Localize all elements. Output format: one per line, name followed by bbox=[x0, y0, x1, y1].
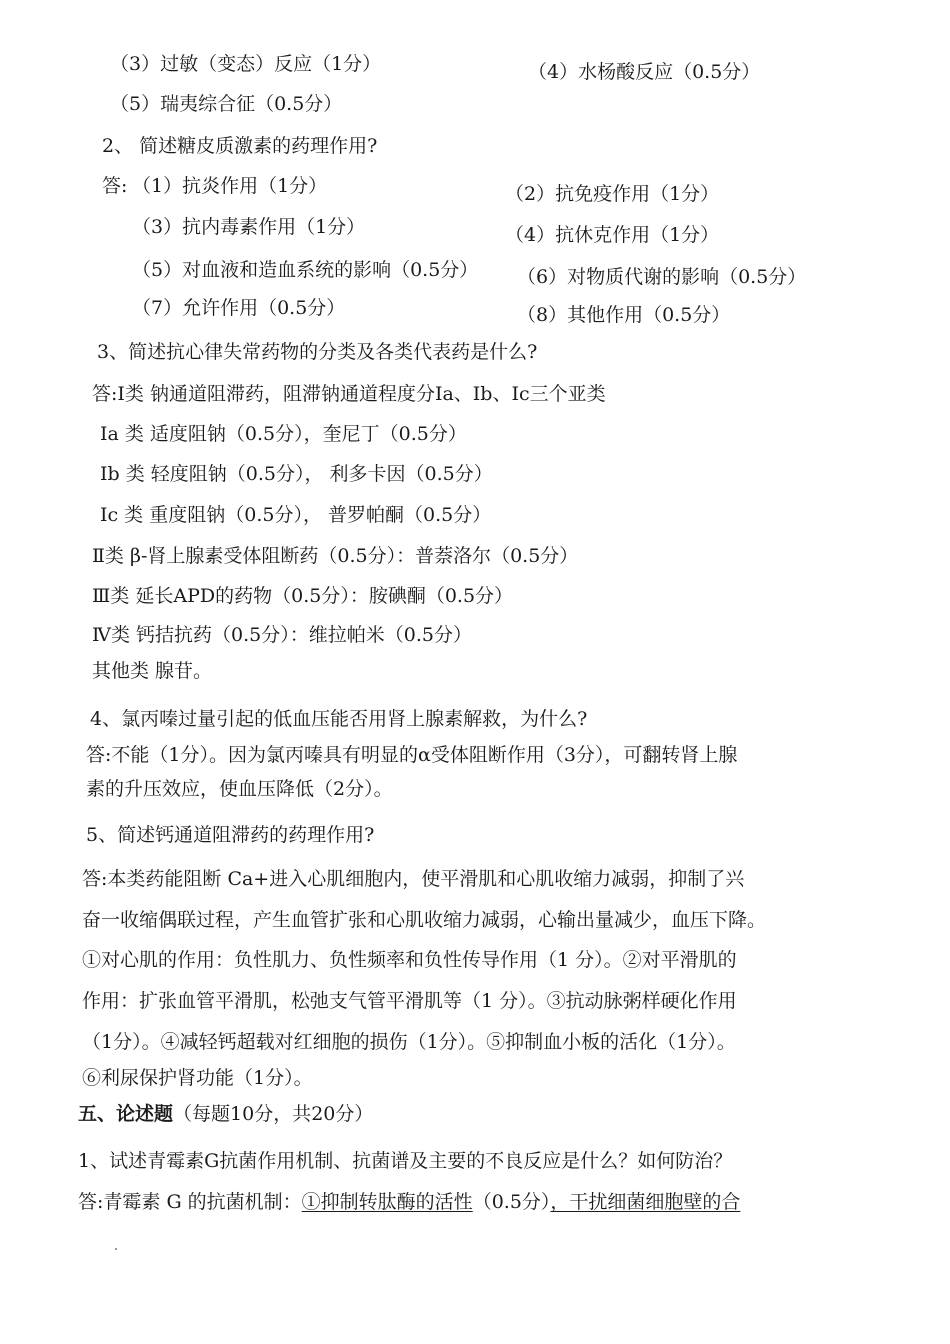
q3-line-7: Ⅳ类 钙拮抗药（0.5分）：维拉帕米（0.5分） bbox=[92, 624, 472, 646]
section-heading bbox=[78, 1102, 373, 1126]
q2-item-5: （5）对血液和造血系统的影响（0.5分） bbox=[132, 259, 479, 281]
q2-item-1: （1）抗炎作用（1分） bbox=[132, 175, 328, 197]
q3-line-4: Ⅰc 类 重度阻钠（0.5分）， 普罗帕酮（0.5分） bbox=[100, 504, 492, 526]
q2-item-8: （8）其他作用（0.5分） bbox=[517, 304, 731, 326]
q3-question: 3、简述抗心律失常药物的分类及各类代表药是什么? bbox=[97, 341, 538, 363]
q5-line-3: ①对心肌的作用：负性肌力、负性频率和负性传导作用（1 分）。②对平滑肌的 bbox=[82, 949, 737, 971]
q5-line-2: 奋一收缩偶联过程，产生血管扩张和心肌收缩力减弱，心输出量减少，血压下降。 bbox=[82, 909, 767, 931]
q2-question: 2、 简述糖皮质激素的药理作用? bbox=[102, 135, 378, 157]
essay-1-underlined-2: ，干扰细菌细胞壁的合 bbox=[550, 1191, 741, 1213]
q3-line-5: Ⅱ类 β-肾上腺素受体阻断药（0.5分）：普萘洛尔（0.5分） bbox=[92, 545, 579, 567]
q2-item-6: （6）对物质代谢的影响（0.5分） bbox=[517, 266, 807, 288]
q1-item-4: （4）水杨酸反应（0.5分） bbox=[528, 61, 761, 83]
q3-line-2: Ⅰa 类 适度阻钠（0.5分），奎尼丁（0.5分） bbox=[100, 423, 467, 445]
q4-question: 4、氯丙嗪过量引起的低血压能否用肾上腺素解救，为什么? bbox=[90, 708, 588, 730]
q1-item-3: （3）过敏（变态）反应（1分） bbox=[110, 53, 382, 75]
q2-item-4: （4）抗休克作用（1分） bbox=[505, 224, 720, 246]
q2-answer-prefix: 答: bbox=[102, 175, 128, 197]
q3-line-6: Ⅲ类 延长APD的药物（0.5分）：胺碘酮（0.5分） bbox=[92, 585, 514, 607]
essay-1-answer-line bbox=[78, 1190, 740, 1214]
q1-item-5: （5）瑞夷综合征（0.5分） bbox=[110, 93, 343, 115]
q5-line-5: （1分）。④减轻钙超载对红细胞的损伤（1分）。⑤抑制血小板的活化（1分）。 bbox=[82, 1031, 736, 1053]
scan-speck bbox=[115, 1248, 117, 1250]
q4-line-2: 素的升压效应，使血压降低（2分）。 bbox=[86, 778, 393, 800]
q5-question: 5、简述钙通道阻滞药的药理作用? bbox=[86, 824, 375, 846]
q2-item-2: （2）抗免疫作用（1分） bbox=[505, 183, 720, 205]
q3-line-3: Ⅰb 类 轻度阻钠（0.5分）， 利多卡因（0.5分） bbox=[100, 463, 493, 485]
q2-item-3: （3）抗内毒素作用（1分） bbox=[132, 216, 366, 238]
essay-1-underlined-1: ①抑制转肽酶的活性 bbox=[301, 1191, 473, 1213]
section-title: 五、论述题 bbox=[78, 1103, 174, 1125]
essay-1-question: 1、试述青霉素G抗菌作用机制、抗菌谱及主要的不良反应是什么？如何防治？ bbox=[78, 1150, 733, 1172]
q5-line-4: 作用：扩张血管平滑肌，松弛支气管平滑肌等（1 分）。③抗动脉粥样硬化作用 bbox=[82, 990, 737, 1012]
q5-line-1: 答:本类药能阻断 Ca+进入心肌细胞内，使平滑肌和心肌收缩力减弱，抑制了兴 bbox=[82, 868, 745, 890]
q5-line-6: ⑥利尿保护肾功能（1分）。 bbox=[82, 1067, 313, 1089]
q3-line-1: 答:Ⅰ类 钠通道阻滞药，阻滞钠通道程度分Ⅰa、Ⅰb、Ⅰc三个亚类 bbox=[92, 383, 606, 405]
q2-item-7: （7）允许作用（0.5分） bbox=[132, 297, 346, 319]
essay-1-prefix: 答:青霉素 G 的抗菌机制： bbox=[78, 1191, 302, 1213]
essay-1-mid: （0.5分） bbox=[472, 1191, 551, 1213]
section-note: （每题10分，共20分） bbox=[173, 1103, 374, 1125]
q3-line-8: 其他类 腺苷。 bbox=[92, 660, 213, 682]
q4-line-1: 答:不能（1分）。因为氯丙嗪具有明显的α受体阻断作用（3分），可翻转肾上腺 bbox=[86, 744, 738, 766]
